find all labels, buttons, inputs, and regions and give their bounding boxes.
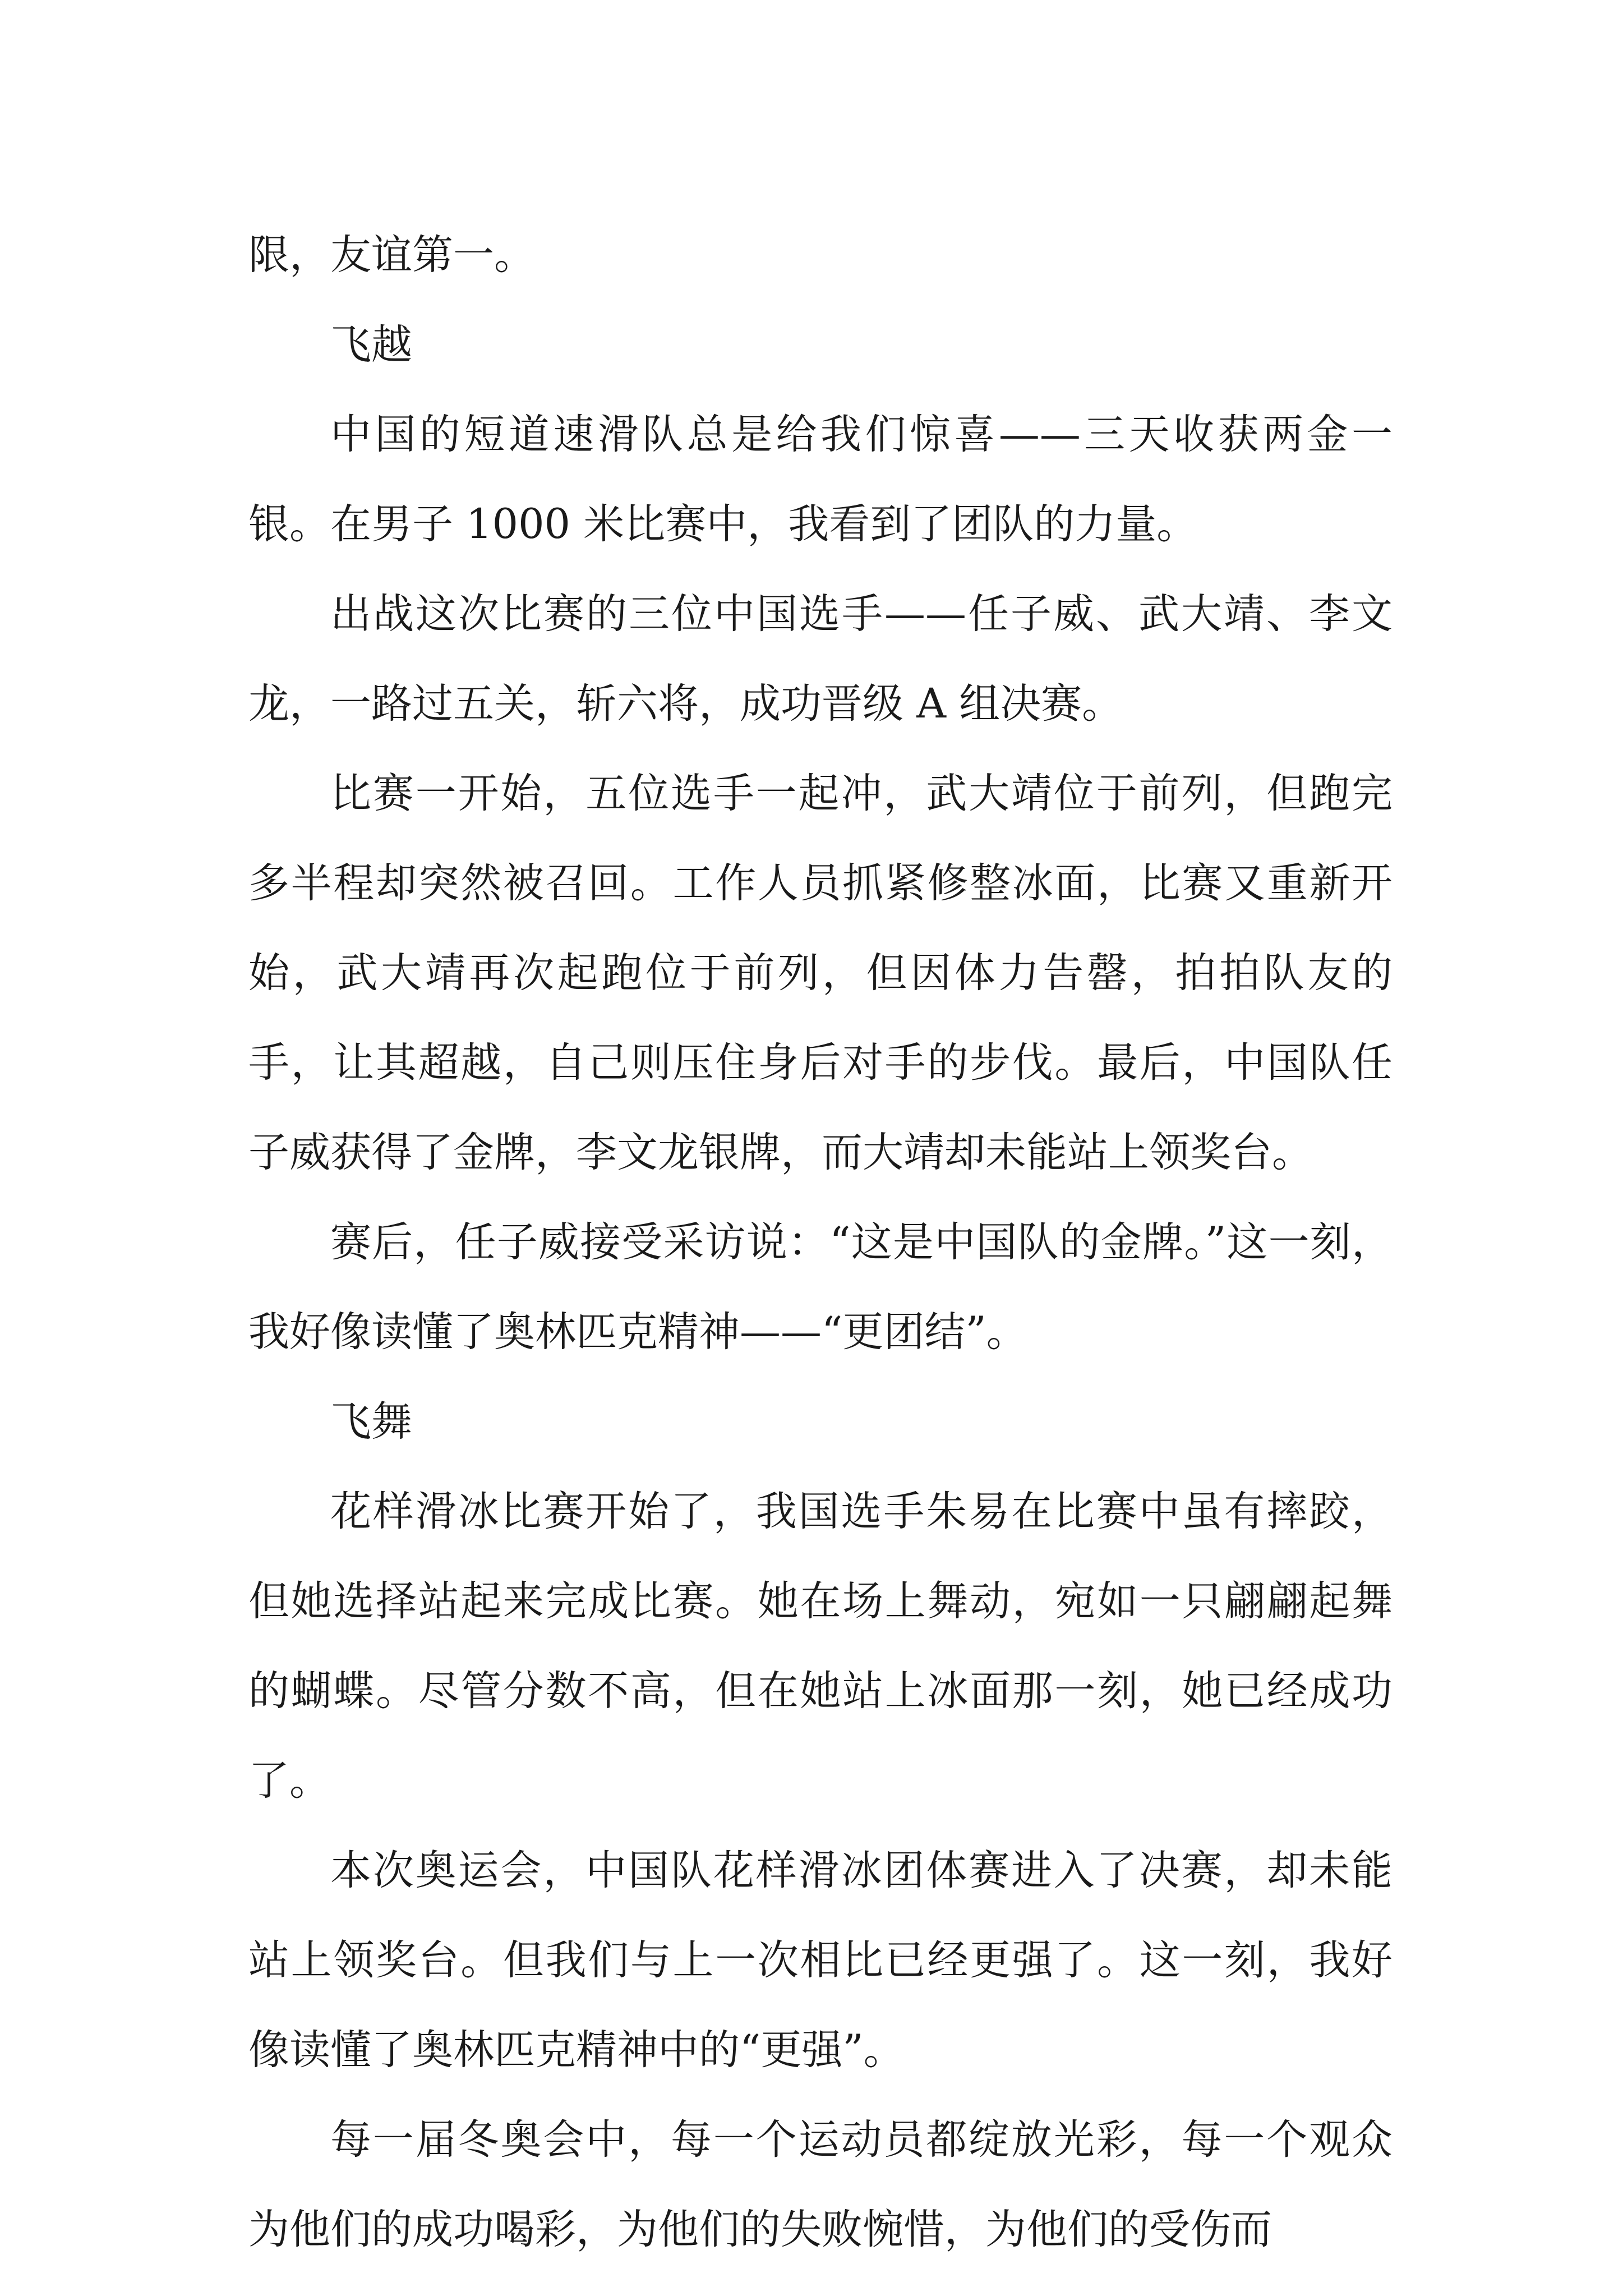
section-heading-feiwu: 飞舞 — [330, 1398, 412, 1446]
paragraph: 本次奥运会，中国队花样滑冰团体赛进入了决赛，却未能站上领奖台。但我们与上一次相比已经更强了。这一刻，我好像读懂了奥林匹克精神中的“更强”。 — [248, 1847, 1393, 2074]
paragraph: 出战这次比赛的三位中国选手——任子威、武大靖、李文龙，一路过五关，斩六将，成功晋级 A 组决赛。 — [248, 590, 1393, 728]
paragraph: 花样滑冰比赛开始了，我国选手朱易在比赛中虽有摔跤，但她选择站起来完成比赛。她在场上舞动，宛如一只翩翩起舞的蝴蝶。尽管分数不高，但在她站上冰面那一刻，她已经成功了。 — [248, 1488, 1393, 1805]
paragraph: 每一届冬奥会中，每一个运动员都绽放光彩，每一个观众为他们的成功喝彩，为他们的失败惋惜，为他们的受伤而 — [248, 2116, 1393, 2253]
document-body — [248, 210, 1393, 2275]
section-heading-feiyue: 飞越 — [330, 321, 412, 369]
paragraph: 比赛一开始，五位选手一起冲，武大靖位于前列，但跑完多半程却突然被召回。工作人员抓紧修整冰面，比赛又重新开始，武大靖再次起跑位于前列，但因体力告罄，拍拍队友的手，让其超越，自己则压住身后对手的步伐。最后，中国队任子威获得了金牌，李文龙银牌，而大靖却未能站上领奖台。 — [248, 770, 1393, 1176]
paragraph-continuation: 限，友谊第一。 — [248, 231, 535, 279]
paragraph: 赛后，任子威接受采访说：“这是中国队的金牌。”这一刻，我好像读懂了奥林匹克精神——“更团结”。 — [248, 1218, 1393, 1356]
paragraph: 中国的短道速滑队总是给我们惊喜——三天收获两金一银。在男子 1000 米比赛中，我看到了团队的力量。 — [248, 411, 1393, 548]
